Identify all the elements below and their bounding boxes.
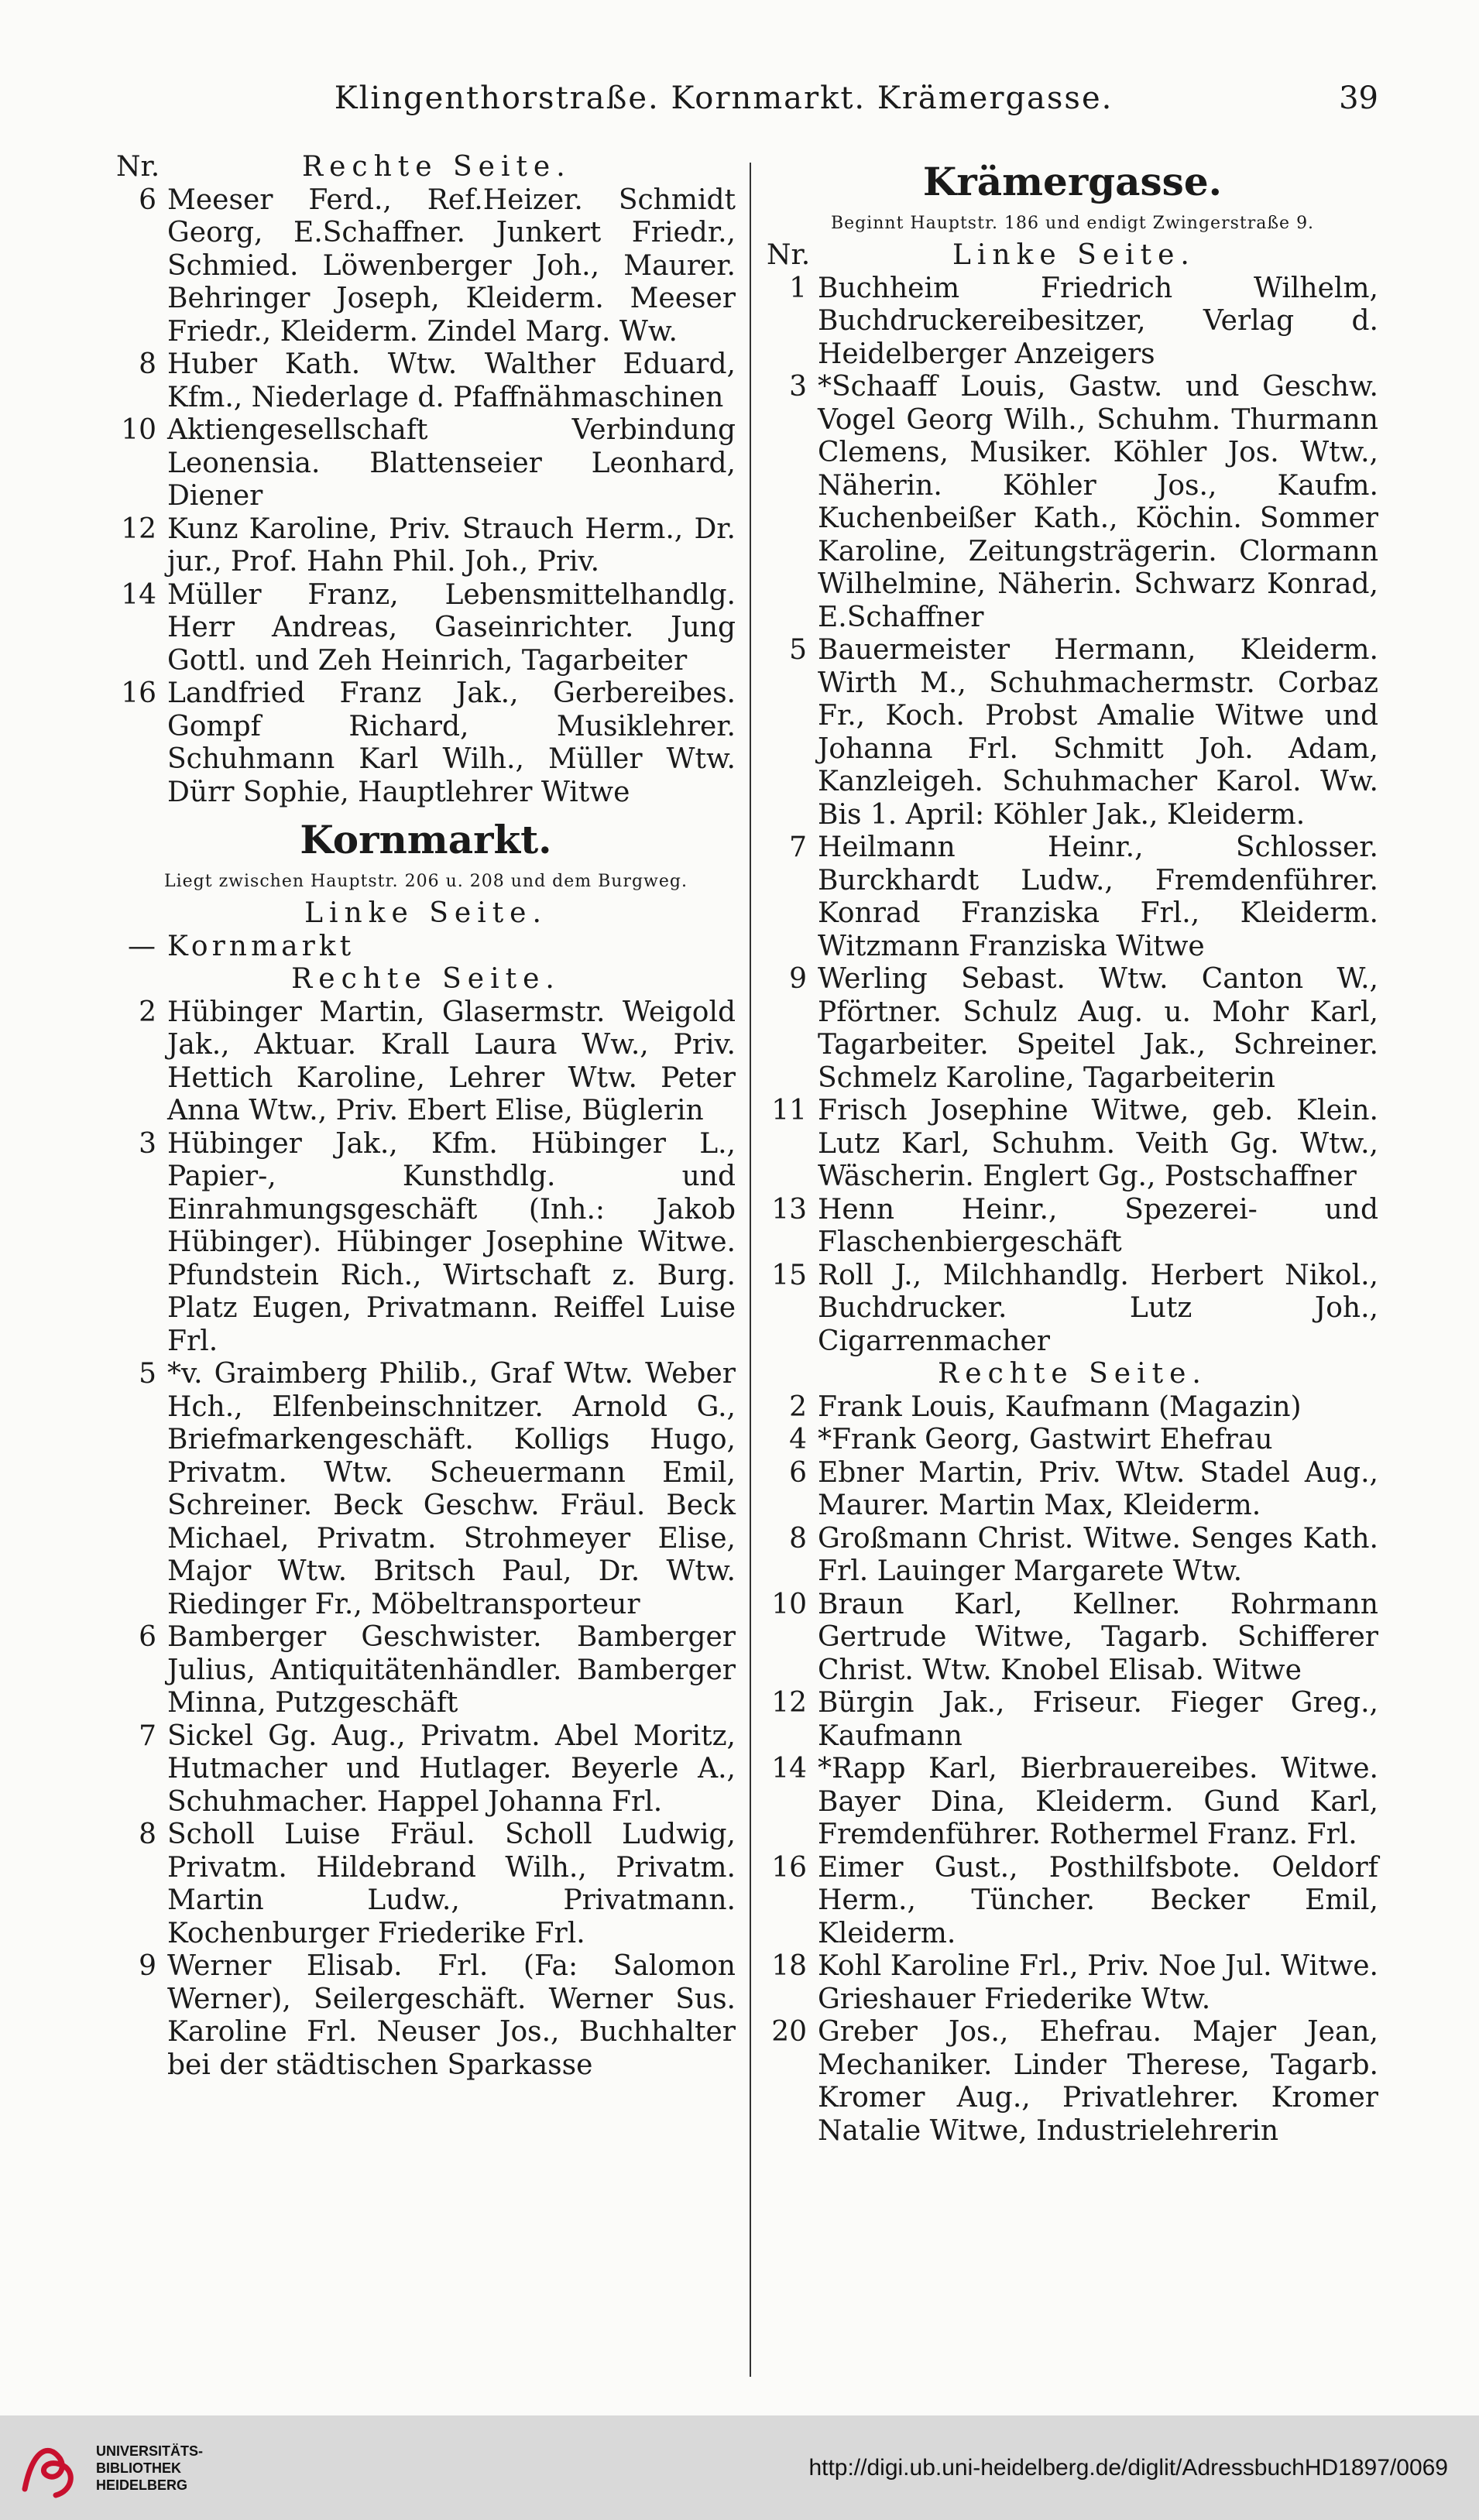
list-item [767,1753,1378,1852]
list-item [767,1589,1378,1688]
library-name-line: UNIVERSITÄTS- [96,2443,204,2459]
section-sub-kraemergasse: Beginnt Hauptstr. 186 und endigt Zwingerstraße 9. [830,214,1315,233]
list-item [116,1128,736,1359]
entry-number: 7 [789,831,807,863]
entry-text: *Schaaff Louis, Gastw. und Geschw. Vogel Georg Wilh., Schuhm. Thurmann Clemens, Musiker. Köhler Jos. Wtw., Näherin. Köhler Jos., Kaufm. Kuchenbeißer Kath., Köchin. Sommer Karoline, Zeitungsträgerin. Clormann Wilhelmine, Näherin. Schwarz Konrad, E.Schaffner [818,371,1378,633]
entry-text: Werner Elisab. Frl. (Fa: Salomon Werner), Seilergeschäft. Werner Sus. Karoline Frl. Neuser Jos., Buchhalter bei der städtischen Sparkasse [167,1950,736,2081]
list-item [116,1621,736,1720]
entry-text: Bamberger Geschwister. Bamberger Julius, Antiquitätenhändler. Bamberger Minna, Putzgeschäft [167,1621,736,1719]
section-title-kornmarkt: Kornmarkt. [300,817,552,862]
entry-text: Kornmarkt [167,930,355,962]
list-item [767,634,1378,831]
left-entries-a [116,184,736,810]
page-header [108,71,1378,125]
entry-number: 4 [789,1424,807,1455]
entry-text: Aktiengesellschaft Verbindung Leonensia. Blattenseier Leonhard, Diener [167,414,736,512]
source-url-link[interactable]: http://digi.ub.uni-heidelberg.de/diglit/AdressbuchHD1897/0069 [808,2454,1448,2481]
library-name-line: HEIDELBERG [96,2477,188,2493]
list-item [116,1950,736,2082]
header-title: Klingenthorstraße. Kornmarkt. Krämergasse. [334,81,1114,116]
entry-number: 1 [789,272,807,304]
entry-number: 9 [789,963,807,995]
list-item [767,831,1378,963]
footer-bar [0,2415,1479,2520]
entry-text: Frank Louis, Kaufmann (Magazin) [818,1390,1302,1423]
list-item [116,513,736,579]
entry-number: 10 [121,414,156,446]
library-name [96,2443,203,2494]
entry-text: Greber Jos., Ehefrau. Majer Jean, Mechaniker. Linder Therese, Tagarb. Kromer Aug., Privatlehrer. Kromer Natalie Witwe, Industrielehrerin [818,2016,1378,2147]
list-item [767,1950,1378,2016]
entry-text: *v. Graimberg Philib., Graf Wtw. Weber Hch., Elfenbeinschnitzer. Arnold G., Briefmarkengeschäft. Kolligs Hugo, Privatm. Wtw. Scheuermann Emil, Schreiner. Beck Geschw. Fräul. Beck Michael, Privatm. Strohmeyer Elise, Major Wtw. Britsch Paul, Dr. Wtw. Riedinger Fr., Möbeltransporteur [167,1358,736,1620]
side-heading: Linke Seite. [952,239,1196,271]
entry-number: 16 [121,677,156,709]
entry-number: 11 [771,1095,807,1126]
entry-text: Braun Karl, Kellner. Rohrmann Gertrude Witwe, Tagarb. Schifferer Christ. Wtw. Knobel Elisab. Witwe [818,1588,1378,1686]
nr-label: Nr. [116,151,160,183]
left-column-heading [116,151,736,184]
entry-number: 3 [139,1127,156,1160]
entry-number: 14 [121,578,156,611]
page-number: 39 [1339,81,1378,116]
side-heading: Rechte Seite. [938,1358,1207,1390]
entry-number: 8 [139,1819,156,1850]
section-sub-kornmarkt: Liegt zwischen Hauptstr. 206 u. 208 und dem Burgweg. [164,872,688,891]
entry-number: 2 [139,996,156,1028]
entry-text: *Frank Georg, Gastwirt Ehefrau [818,1424,1273,1455]
list-item [116,1819,736,1950]
entry-number: 13 [771,1193,807,1226]
entry-number: 12 [121,513,156,545]
entry-text: Ebner Martin, Priv. Wtw. Stadel Aug., Maurer. Martin Max, Kleiderm. [818,1456,1378,1521]
list-item [767,1095,1378,1194]
side-heading: Linke Seite. [304,897,547,929]
library-name-line: BIBLIOTHEK [96,2460,181,2476]
entry-number: 20 [771,2016,807,2048]
entry-text: Meeser Ferd., Ref.Heizer. Schmidt Georg, E.Schaffner. Junkert Friedr., Schmied. Löwenberger Joh., Maurer. Behringer Joseph, Kleiderm. Meeser Friedr., Kleiderm. Zindel Marg. Ww. [167,183,736,348]
entry-number: 15 [771,1259,807,1291]
list-item [767,371,1378,634]
list-item [116,1358,736,1621]
list-item [116,579,736,678]
entry-text: Scholl Luise Fräul. Scholl Ludwig, Privatm. Hildebrand Wilh., Privatm. Martin Ludw., Privatmann. Kochenburger Friederike Frl. [167,1819,736,1949]
entry-text: Frisch Josephine Witwe, geb. Klein. Lutz Karl, Schuhm. Veith Gg. Wtw., Wäscherin. Englert Gg., Postschaffner [818,1095,1378,1192]
entry-text: Kohl Karoline Frl., Priv. Noe Jul. Witwe. Grieshauer Friederike Wtw. [818,1950,1378,2015]
entry-text: Sickel Gg. Aug., Privatm. Abel Moritz, Hutmacher und Hutlager. Beyerle A., Schuhmacher. Happel Johanna Frl. [167,1719,736,1818]
entry-number: 6 [789,1456,807,1489]
side-heading: Rechte Seite. [302,151,571,183]
entry-number: 5 [139,1358,156,1390]
entry-text: Großmann Christ. Witwe. Senges Kath. Frl. Lauinger Margarete Wtw. [818,1522,1378,1587]
list-item [767,1260,1378,1359]
entry-number: 12 [771,1687,807,1719]
right-entries-a [767,273,1378,1359]
entry-number: 16 [771,1851,807,1884]
column-divider [750,163,751,2377]
entry-text: Müller Franz, Lebensmittelhandlg. Herr Andreas, Gaseinrichter. Jung Gottl. und Zeh Heinrich, Tagarbeiter [167,578,736,677]
entry-text: Roll J., Milchhandlg. Herbert Nikol., Buchdrucker. Lutz Joh., Cigarrenmacher [818,1259,1378,1357]
entry-text: *Rapp Karl, Bierbrauereibes. Witwe. Bayer Dina, Kleiderm. Gund Karl, Fremdenführer. Rothermel Franz. Frl. [818,1753,1378,1850]
library-logo[interactable] [17,2435,203,2501]
right-column-heading [767,239,1378,273]
entry-number: 3 [789,371,807,403]
entry-number: 14 [771,1753,807,1785]
entry-number: 5 [789,634,807,666]
section-title-kraemergasse: Krämergasse. [922,159,1223,204]
entry-dash: — [128,930,156,962]
list-item [767,1523,1378,1589]
entry-text: Eimer Gust., Posthilfsbote. Oeldorf Herm., Tüncher. Becker Emil, Kleiderm. [818,1851,1378,1949]
entry-text: Hübinger Jak., Kfm. Hübinger L., Papier-, Kunsthdlg. und Einrahmungsgeschäft (Inh.: Jakob Hübinger). Hübinger Josephine Witwe. Pfundstein Rich., Wirtschaft z. Burg. Platz Eugen, Privatmann. Reiffel Luise Frl. [167,1127,736,1357]
entry-number: 18 [771,1950,807,1982]
entry-number: 10 [771,1588,807,1620]
entry-text: Bauermeister Hermann, Kleiderm. Wirth M., Schuhmachermstr. Corbaz Fr., Koch. Probst Amalie Witwe und Johanna Frl. Schmitt Joh. Adam, Kanzleigeh. Schuhmacher Karol. Ww. Bis 1. April: Köhler Jak., Kleiderm. [818,634,1378,831]
entry-number: 2 [789,1390,807,1423]
university-seal-icon [17,2435,84,2501]
list-item [116,184,736,349]
list-item [767,1391,1378,1425]
list-item [767,1687,1378,1753]
list-item [767,1424,1378,1457]
list-item [767,273,1378,372]
list-item [116,414,736,513]
right-column [767,151,1378,2148]
list-item [116,1720,736,1819]
list-item [767,1852,1378,1951]
entry-number: 9 [139,1950,156,1982]
entry-text: Hübinger Martin, Glasermstr. Weigold Jak., Aktuar. Krall Laura Ww., Priv. Hettich Karoline, Lehrer Wtw. Peter Anna Wtw., Priv. Ebert Elise, Büglerin [167,996,736,1126]
list-item [767,1194,1378,1260]
list-item [767,963,1378,1095]
entry-number: 6 [139,183,156,216]
side-heading: Rechte Seite. [291,963,561,995]
entry-text: Heilmann Heinr., Schlosser. Burckhardt Ludw., Fremdenführer. Konrad Franziska Frl., Kleiderm. Witzmann Franziska Witwe [818,831,1378,962]
entry-number: 7 [139,1719,156,1752]
entry-number: 8 [789,1522,807,1555]
entry-text: Henn Heinr., Spezerei- und Flaschenbiergeschäft [818,1193,1378,1258]
entry-text: Huber Kath. Wtw. Walther Eduard, Kfm., Niederlage d. Pfaffnähmaschinen [167,348,736,413]
entry-number: 6 [139,1621,156,1653]
list-item [767,1457,1378,1523]
list-item [116,996,736,1128]
entry-text: Kunz Karoline, Priv. Strauch Herm., Dr. jur., Prof. Hahn Phil. Joh., Priv. [167,513,736,578]
right-entries-b [767,1391,1378,2148]
entry-text: Landfried Franz Jak., Gerbereibes. Gompf Richard, Musiklehrer. Schuhmann Karl Wilh., Müller Wtw. Dürr Sophie, Hauptlehrer Witwe [167,677,736,808]
nr-label: Nr. [767,239,811,271]
list-item [767,2016,1378,2148]
list-item [116,348,736,414]
left-entries-b [116,996,736,2083]
left-column [116,151,736,2082]
list-item [116,677,736,809]
entry-text: Buchheim Friedrich Wilhelm, Buchdruckereibesitzer, Verlag d. Heidelberger Anzeigers [818,272,1378,370]
list-item [116,931,736,964]
entry-number: 8 [139,348,156,380]
entry-text: Werling Sebast. Wtw. Canton W., Pförtner. Schulz Aug. u. Mohr Karl, Tagarbeiter. Speitel Jak., Schreiner. Schmelz Karoline, Tagarbeiterin [818,963,1378,1094]
entry-text: Bürgin Jak., Friseur. Fieger Greg., Kaufmann [818,1687,1378,1752]
